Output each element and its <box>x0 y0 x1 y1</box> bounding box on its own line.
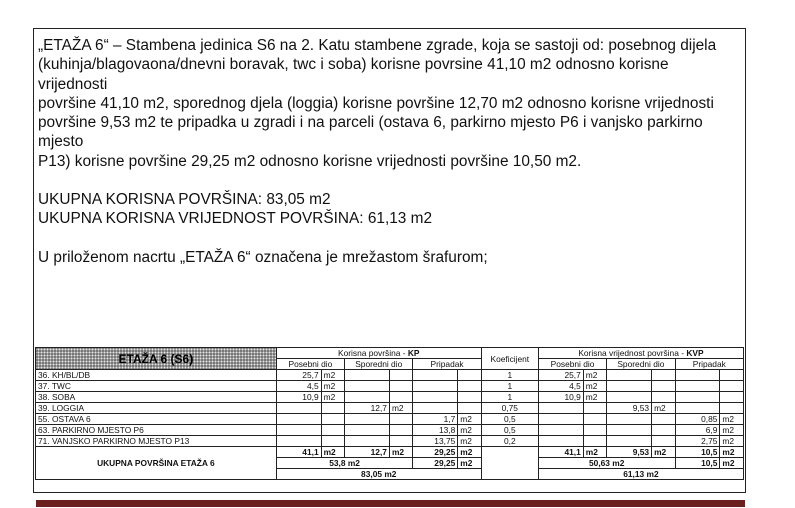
cell-kp-spo <box>345 425 390 436</box>
cell-kp-spo-u <box>389 414 412 425</box>
cell-v-pri <box>675 370 720 381</box>
subtotal-kvp-main: 50,63 m2 <box>538 458 675 469</box>
unit: m2 <box>720 447 744 458</box>
cell-kp-pos <box>276 436 321 447</box>
unit: m2 <box>321 447 344 458</box>
cell-v-pri-u <box>720 370 744 381</box>
cell-v-pri-u: m2 <box>720 414 744 425</box>
cell-kp-spo-u <box>389 436 412 447</box>
cell-coef: 0,5 <box>481 425 538 436</box>
cell-v-spo <box>607 392 652 403</box>
cell-v-spo-u <box>652 392 675 403</box>
subtotal-kp-main: 53,8 m2 <box>276 458 413 469</box>
cell-kp-pri <box>413 392 458 403</box>
cell-v-pri: 2,75 <box>675 436 720 447</box>
cell-v-spo-u: m2 <box>652 403 675 414</box>
cell-kp-spo-u <box>389 425 412 436</box>
hatch-note: U priloženom nacrtu „ETAŽA 6“ označena je mrežastom šrafurom; <box>38 248 488 266</box>
paragraph-line: površine 41,10 m2, sporednog djela (loggia) korisne površine 12,70 m2 odnosno korisne vrijednosti <box>38 94 714 112</box>
kvp-pripadak-header: Pripadak <box>675 359 743 370</box>
cell-v-pos-u <box>583 425 606 436</box>
cell-kp-pos-u: m2 <box>321 392 344 403</box>
cell-kp-pos: 4,5 <box>276 381 321 392</box>
cell-kp-pri-u: m2 <box>458 414 481 425</box>
cell-v-spo-u <box>652 370 675 381</box>
cell-v-spo <box>607 436 652 447</box>
cell-v-pri <box>675 403 720 414</box>
cell-v-pos-u: m2 <box>583 392 606 403</box>
cell-coef: 1 <box>481 381 538 392</box>
cell-kp-pri <box>413 403 458 414</box>
subtotal-kvp-pripadak: 10,5 <box>675 458 720 469</box>
cell-v-pri-u <box>720 381 744 392</box>
coef-header: Koeficijent <box>481 348 538 370</box>
cell-kp-pos <box>276 425 321 436</box>
cell-coef: 1 <box>481 370 538 381</box>
table-row <box>36 414 744 425</box>
kvp-header: Korisna vrijednost površina - KVP <box>538 348 743 359</box>
document-text <box>38 36 738 267</box>
cell-v-pri: 0,85 <box>675 414 720 425</box>
row-label: 71. VANJSKO PARKIRNO MJESTO P13 <box>36 436 277 447</box>
cell-kp-spo <box>345 436 390 447</box>
cell-kp-pos <box>276 403 321 414</box>
table-row <box>36 436 744 447</box>
total-useful-area: UKUPNA KORISNA POVRŠINA: 83,05 m2 <box>38 191 331 209</box>
kp-pripadak-header: Pripadak <box>413 359 481 370</box>
cell-kp-pri-u <box>458 370 481 381</box>
cell-v-spo <box>607 425 652 436</box>
kvp-posebni-header: Posebni dio <box>538 359 606 370</box>
cell-v-pos-u <box>583 414 606 425</box>
cell-v-spo <box>607 381 652 392</box>
unit: m2 <box>720 458 744 469</box>
cell-kp-pos-u: m2 <box>321 370 344 381</box>
cell-kp-pos-u <box>321 403 344 414</box>
cell-v-spo: 9,53 <box>607 403 652 414</box>
cell-v-spo <box>607 370 652 381</box>
cell-v-spo-u <box>652 414 675 425</box>
unit: m2 <box>652 447 675 458</box>
cell-kp-pri: 13,8 <box>413 425 458 436</box>
cell-v-pos <box>538 425 583 436</box>
cell-kp-pos <box>276 414 321 425</box>
cell-v-pri <box>675 381 720 392</box>
cell-kp-spo <box>345 381 390 392</box>
cell-kp-pos-u <box>321 436 344 447</box>
kp-sporedni-header: Sporedni dio <box>345 359 413 370</box>
cell-kp-spo-u <box>389 381 412 392</box>
cell-kp-pri-u <box>458 381 481 392</box>
cell-kp-pri-u <box>458 392 481 403</box>
kp-header: Korisna površina - KP <box>276 348 481 359</box>
cell-kp-pos-u: m2 <box>321 381 344 392</box>
cell-v-pos <box>538 414 583 425</box>
cell-v-pri-u: m2 <box>720 425 744 436</box>
kp-posebni-header: Posebni dio <box>276 359 344 370</box>
cell-kp-spo <box>345 392 390 403</box>
cell-v-pos-u <box>583 403 606 414</box>
row-label: 36. KH/BL/DB <box>36 370 277 381</box>
cell-kp-pos: 10,9 <box>276 392 321 403</box>
bottom-rule <box>36 500 745 507</box>
cell-kp-pri-u: m2 <box>458 436 481 447</box>
sum-kp-pripadak: 29,25 <box>413 447 458 458</box>
cell-v-spo-u <box>652 381 675 392</box>
cell-v-pos <box>538 436 583 447</box>
cell-v-pri-u: m2 <box>720 436 744 447</box>
cell-kp-pri <box>413 381 458 392</box>
cell-v-spo-u <box>652 436 675 447</box>
cell-v-pos: 10,9 <box>538 392 583 403</box>
cell-kp-pri: 13,75 <box>413 436 458 447</box>
cell-kp-spo <box>345 370 390 381</box>
paragraph-line: „ETAŽA 6“ – Stambena jedinica S6 na 2. Katu stambene zgrade, koja se sastoji od: posebnog dijela <box>38 37 717 54</box>
grand-total-kvp: 61,13 m2 <box>538 469 743 480</box>
row-label: 63. PARKIRNO MJESTO P6 <box>36 425 277 436</box>
cell-v-pos <box>538 403 583 414</box>
cell-kp-spo-u <box>389 370 412 381</box>
cell-v-pos-u: m2 <box>583 381 606 392</box>
cell-v-pos: 4,5 <box>538 381 583 392</box>
sum-kvp-pripadak: 10,5 <box>675 447 720 458</box>
cell-coef: 0,5 <box>481 414 538 425</box>
cell-kp-spo <box>345 414 390 425</box>
cell-v-spo <box>607 414 652 425</box>
row-label: 38. SOBA <box>36 392 277 403</box>
cell-kp-pri: 1,7 <box>413 414 458 425</box>
total-useful-value-area: UKUPNA KORISNA VRIJEDNOST POVRŠINA: 61,13 m2 <box>38 210 433 228</box>
sum-kp-posebni: 41,1 <box>276 447 321 458</box>
cell-v-pri: 6,9 <box>675 425 720 436</box>
unit-title-cell: ETAŽA 6 (S6) <box>36 348 277 370</box>
table-row <box>36 403 744 414</box>
paragraph-line: P13) korisne površine 29,25 m2 odnosno korisne vrijednosti površine 10,50 m2. <box>38 152 582 170</box>
cell-v-pri <box>675 392 720 403</box>
sum-kvp-sporedni: 9,53 <box>607 447 652 458</box>
cell-coef: 1 <box>481 392 538 403</box>
total-label: UKUPNA POVRŠINA ETAŽA 6 <box>36 447 277 480</box>
cell-v-pri-u <box>720 403 744 414</box>
unit: m2 <box>583 447 606 458</box>
cell-kp-spo-u <box>389 392 412 403</box>
kvp-sporedni-header: Sporedni dio <box>607 359 675 370</box>
coef-empty <box>481 447 538 480</box>
cell-kp-pri-u: m2 <box>458 425 481 436</box>
table-row <box>36 425 744 436</box>
cell-v-pri-u <box>720 392 744 403</box>
unit: m2 <box>458 458 481 469</box>
cell-kp-pos-u <box>321 425 344 436</box>
cell-v-pos-u <box>583 436 606 447</box>
unit: m2 <box>458 447 481 458</box>
sum-kvp-posebni: 41,1 <box>538 447 583 458</box>
cell-kp-spo-u: m2 <box>389 403 412 414</box>
paragraph-line: (kuhinja/blagovaona/dnevni boravak, twc i soba) korisne povrsine 41,10 m2 odnosno korisne vrijednosti <box>38 56 669 93</box>
cell-kp-pri-u <box>458 403 481 414</box>
paragraph-line: površine 9,53 m2 te pripadka u zgradi i na parceli (ostava 6, parkirno mjesto P6 i vanjsko parkirno mjesto <box>38 114 703 151</box>
cell-coef: 0,75 <box>481 403 538 414</box>
row-label: 37. TWC <box>36 381 277 392</box>
cell-kp-pos: 25,7 <box>276 370 321 381</box>
unit: m2 <box>389 447 412 458</box>
cell-kp-spo: 12,7 <box>345 403 390 414</box>
sum-kp-sporedni: 12,7 <box>345 447 390 458</box>
cell-v-spo-u <box>652 425 675 436</box>
cell-kp-pri <box>413 370 458 381</box>
cell-coef: 0,2 <box>481 436 538 447</box>
table-row <box>36 370 744 381</box>
row-label: 55. OSTAVA 6 <box>36 414 277 425</box>
subtotal-kp-pripadak: 29,25 <box>413 458 458 469</box>
grand-total-kp: 83,05 m2 <box>276 469 481 480</box>
area-table <box>35 347 744 480</box>
table-row <box>36 392 744 403</box>
cell-v-pos-u: m2 <box>583 370 606 381</box>
cell-kp-pos-u <box>321 414 344 425</box>
cell-v-pos: 25,7 <box>538 370 583 381</box>
row-label: 39. LOGGIA <box>36 403 277 414</box>
table-row <box>36 381 744 392</box>
